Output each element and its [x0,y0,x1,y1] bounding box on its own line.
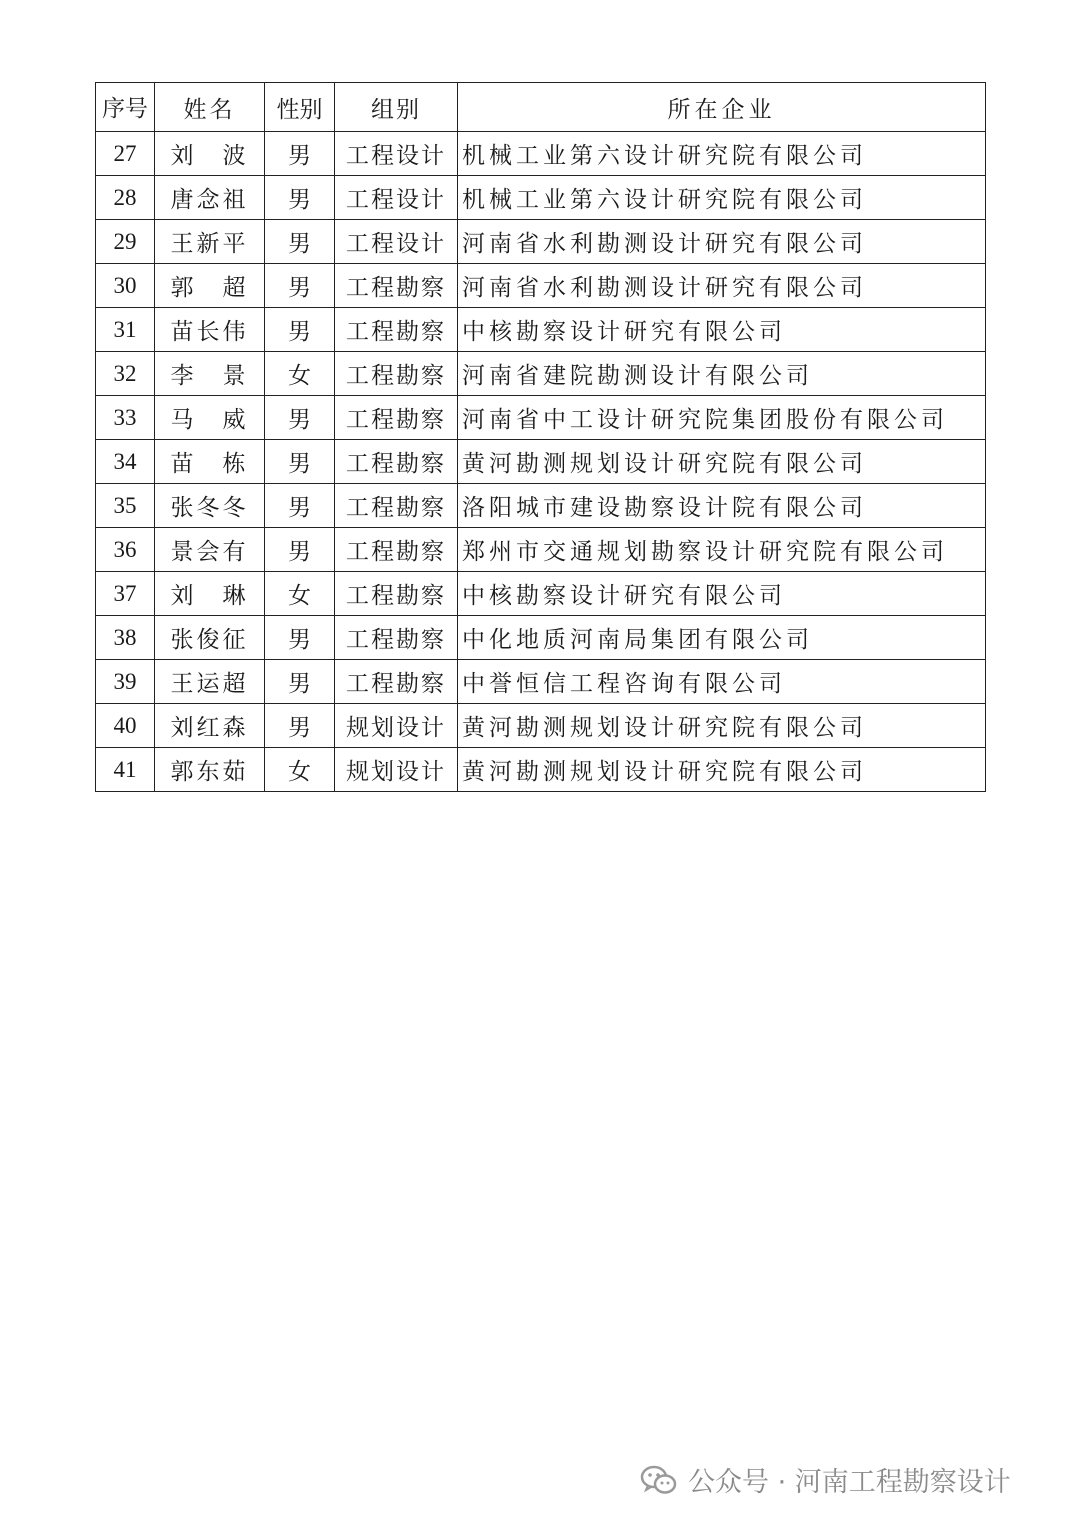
table-row [96,616,986,660]
cell-name: 张冬冬 [155,484,265,528]
cell-enterprise: 机械工业第六设计研究院有限公司 [458,176,986,220]
table-row [96,308,986,352]
cell-name: 唐念祖 [155,176,265,220]
cell-no: 41 [96,748,155,792]
cell-group: 工程勘察 [335,440,458,484]
cell-no: 34 [96,440,155,484]
cell-group: 工程设计 [335,176,458,220]
cell-name: 王新平 [155,220,265,264]
cell-group: 工程勘察 [335,572,458,616]
cell-group: 工程勘察 [335,352,458,396]
cell-name: 景会有 [155,528,265,572]
table-header-row [96,83,986,132]
cell-enterprise: 中誉恒信工程咨询有限公司 [458,660,986,704]
cell-name: 刘 波 [155,132,265,176]
table-row [96,440,986,484]
cell-sex: 男 [265,528,335,572]
cell-no: 35 [96,484,155,528]
cell-name: 刘 琳 [155,572,265,616]
cell-enterprise: 中核勘察设计研究有限公司 [458,308,986,352]
cell-group: 工程勘察 [335,264,458,308]
wechat-icon [640,1464,678,1496]
watermark [640,1460,1011,1499]
table-row [96,264,986,308]
cell-no: 39 [96,660,155,704]
cell-sex: 女 [265,352,335,396]
cell-enterprise: 黄河勘测规划设计研究院有限公司 [458,748,986,792]
table-row [96,484,986,528]
cell-group: 工程勘察 [335,660,458,704]
header-name: 姓名 [155,83,265,132]
cell-no: 33 [96,396,155,440]
cell-name: 苗长伟 [155,308,265,352]
cell-enterprise: 河南省中工设计研究院集团股份有限公司 [458,396,986,440]
header-no: 序号 [96,83,155,132]
cell-group: 工程勘察 [335,484,458,528]
cell-sex: 男 [265,264,335,308]
cell-group: 工程设计 [335,220,458,264]
table-row [96,704,986,748]
cell-name: 刘红森 [155,704,265,748]
cell-group: 规划设计 [335,748,458,792]
cell-no: 31 [96,308,155,352]
cell-sex: 女 [265,572,335,616]
table-body [96,132,986,792]
cell-sex: 男 [265,132,335,176]
cell-no: 27 [96,132,155,176]
cell-sex: 男 [265,308,335,352]
cell-sex: 男 [265,660,335,704]
cell-sex: 男 [265,220,335,264]
cell-no: 38 [96,616,155,660]
cell-group: 工程勘察 [335,616,458,660]
header-group: 组别 [335,83,458,132]
table-row [96,352,986,396]
cell-no: 28 [96,176,155,220]
cell-name: 张俊征 [155,616,265,660]
cell-sex: 男 [265,396,335,440]
cell-enterprise: 黄河勘测规划设计研究院有限公司 [458,440,986,484]
cell-no: 30 [96,264,155,308]
cell-name: 苗 栋 [155,440,265,484]
cell-enterprise: 机械工业第六设计研究院有限公司 [458,132,986,176]
cell-enterprise: 河南省建院勘测设计有限公司 [458,352,986,396]
table-row [96,660,986,704]
cell-no: 32 [96,352,155,396]
cell-name: 王运超 [155,660,265,704]
header-enterprise: 所在企业 [458,83,986,132]
cell-enterprise: 郑州市交通规划勘察设计研究院有限公司 [458,528,986,572]
cell-group: 工程勘察 [335,308,458,352]
cell-sex: 男 [265,176,335,220]
cell-enterprise: 河南省水利勘测设计研究有限公司 [458,264,986,308]
cell-no: 40 [96,704,155,748]
cell-enterprise: 黄河勘测规划设计研究院有限公司 [458,704,986,748]
table-row [96,176,986,220]
cell-group: 工程勘察 [335,528,458,572]
cell-no: 36 [96,528,155,572]
cell-enterprise: 河南省水利勘测设计研究有限公司 [458,220,986,264]
cell-enterprise: 洛阳城市建设勘察设计院有限公司 [458,484,986,528]
table-row [96,396,986,440]
watermark-text: 公众号 · 河南工程勘察设计 [688,1467,1011,1498]
cell-group: 工程勘察 [335,396,458,440]
cell-name: 郭东茹 [155,748,265,792]
cell-sex: 男 [265,616,335,660]
cell-group: 规划设计 [335,704,458,748]
cell-enterprise: 中化地质河南局集团有限公司 [458,616,986,660]
header-sex: 性别 [265,83,335,132]
cell-no: 37 [96,572,155,616]
cell-no: 29 [96,220,155,264]
cell-enterprise: 中核勘察设计研究有限公司 [458,572,986,616]
cell-sex: 女 [265,748,335,792]
table-row [96,572,986,616]
cell-sex: 男 [265,484,335,528]
table-row [96,528,986,572]
cell-name: 马 威 [155,396,265,440]
table-row [96,748,986,792]
table-row [96,132,986,176]
table-row [96,220,986,264]
cell-name: 郭 超 [155,264,265,308]
cell-name: 李 景 [155,352,265,396]
cell-group: 工程设计 [335,132,458,176]
cell-sex: 男 [265,440,335,484]
roster-table [95,82,986,792]
cell-sex: 男 [265,704,335,748]
